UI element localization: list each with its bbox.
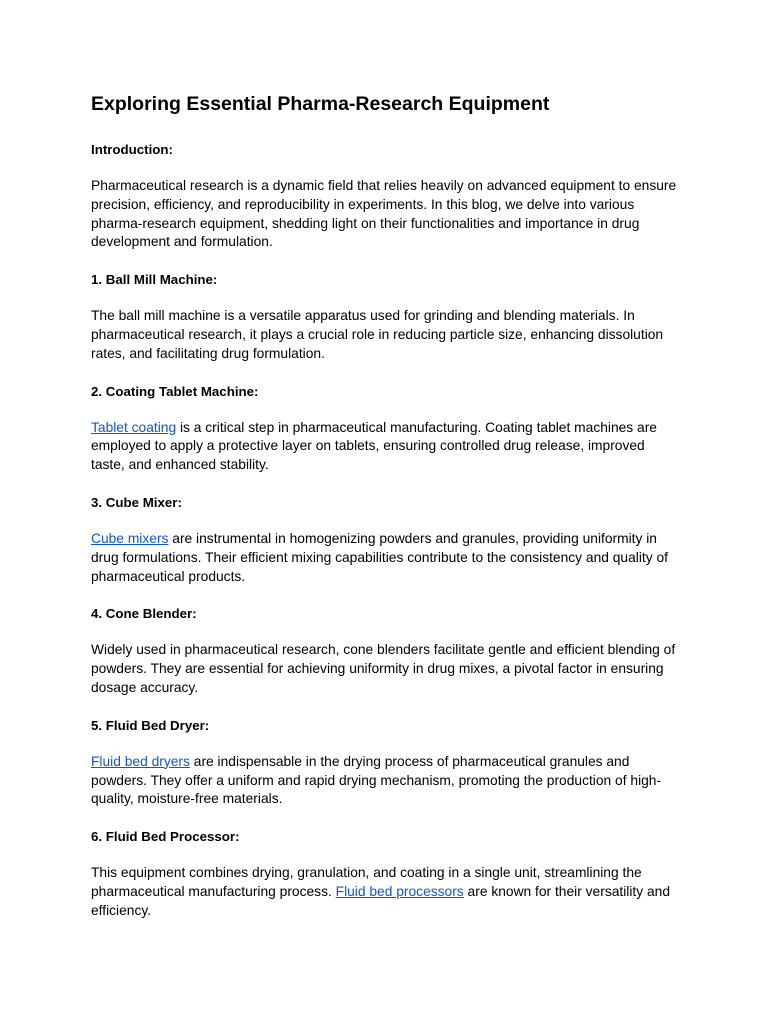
section-paragraph-ball-mill xyxy=(91,307,691,363)
paragraph-line: development and formulation. xyxy=(91,234,273,250)
paragraph-line: dosage accuracy. xyxy=(91,679,199,695)
paragraph-text: are known for their versatility and xyxy=(463,883,670,899)
paragraph-line: Pharmaceutical research is a dynamic field that relies heavily on advanced equipment to ensure xyxy=(91,178,677,193)
paragraph-text: pharmaceutical manufacturing process. xyxy=(91,883,336,899)
section-heading-cube-mixer: 3. Cube Mixer: xyxy=(91,494,182,510)
paragraph-text: are instrumental in homogenizing powders and granules, providing uniformity in xyxy=(168,530,657,546)
paragraph-line: drug formulations. Their efficient mixing capabilities contribute to the consistency and quality of xyxy=(91,549,668,565)
paragraph-line: This equipment combines drying, granulation, and coating in a single unit, streamlining the xyxy=(91,865,642,881)
paragraph-text: is a critical step in pharmaceutical manufacturing. Coating tablet machines are xyxy=(176,419,657,435)
section-heading-ball-mill: 1. Ball Mill Machine: xyxy=(91,272,218,288)
paragraph-line xyxy=(91,419,691,438)
page-title: Exploring Essential Pharma-Research Equipment xyxy=(91,93,550,115)
tablet-coating-link[interactable]: Tablet coating xyxy=(91,419,177,435)
paragraph-line: pharmaceutical products. xyxy=(91,568,246,584)
paragraph-line: efficiency. xyxy=(91,902,152,918)
paragraph-line: The ball mill machine is a versatile apparatus used for grinding and blending materials. In xyxy=(91,308,635,324)
paragraph-line: pharma-research equipment, shedding light on their functionalities and importance in drug xyxy=(91,215,640,231)
paragraph-line: Widely used in pharmaceutical research, cone blenders facilitate gentle and efficient blending of xyxy=(91,642,676,658)
section-paragraph-coating-tablet xyxy=(91,419,691,475)
paragraph-line: taste, and enhanced stability. xyxy=(91,457,269,473)
paragraph-line xyxy=(91,530,691,549)
intro-paragraph xyxy=(91,177,691,252)
paragraph-line: rates, and facilitating drug formulation. xyxy=(91,345,325,361)
section-heading-fluid-bed-dryer: 5. Fluid Bed Dryer: xyxy=(91,717,210,733)
paragraph-line: quality, moisture-free materials. xyxy=(91,791,283,807)
paragraph-line: pharmaceutical research, it plays a crucial role in reducing particle size, enhancing dissolution xyxy=(91,326,664,342)
cube-mixers-link[interactable]: Cube mixers xyxy=(91,530,169,546)
section-heading-cone-blender: 4. Cone Blender: xyxy=(91,606,197,622)
paragraph-line: employed to apply a protective layer on tablets, ensuring controlled drug release, improved xyxy=(91,438,645,454)
paragraph-text: are indispensable in the drying process of pharmaceutical granules and xyxy=(189,753,630,769)
document-page xyxy=(91,90,691,939)
section-paragraph-fluid-bed-dryer xyxy=(91,753,691,809)
fluid-bed-dryers-link[interactable]: Fluid bed dryers xyxy=(91,753,190,769)
fluid-bed-processors-link[interactable]: Fluid bed processors xyxy=(335,883,464,899)
section-paragraph-cone-blender xyxy=(91,641,691,697)
paragraph-line: powders. They offer a uniform and rapid drying mechanism, promoting the production of high- xyxy=(91,772,662,788)
intro-heading: Introduction: xyxy=(91,142,173,157)
paragraph-line: powders. They are essential for achieving uniformity in drug mixes, a pivotal factor in ensuring xyxy=(91,661,664,677)
section-paragraph-fluid-bed-processor xyxy=(91,864,691,920)
section-paragraph-cube-mixer xyxy=(91,530,691,586)
section-heading-fluid-bed-processor: 6. Fluid Bed Processor: xyxy=(91,829,240,845)
section-heading-coating-tablet: 2. Coating Tablet Machine: xyxy=(91,383,259,399)
paragraph-line: precision, efficiency, and reproducibility in experiments. In this blog, we delve into various xyxy=(91,196,635,212)
paragraph-line xyxy=(91,883,691,902)
paragraph-line xyxy=(91,753,691,772)
